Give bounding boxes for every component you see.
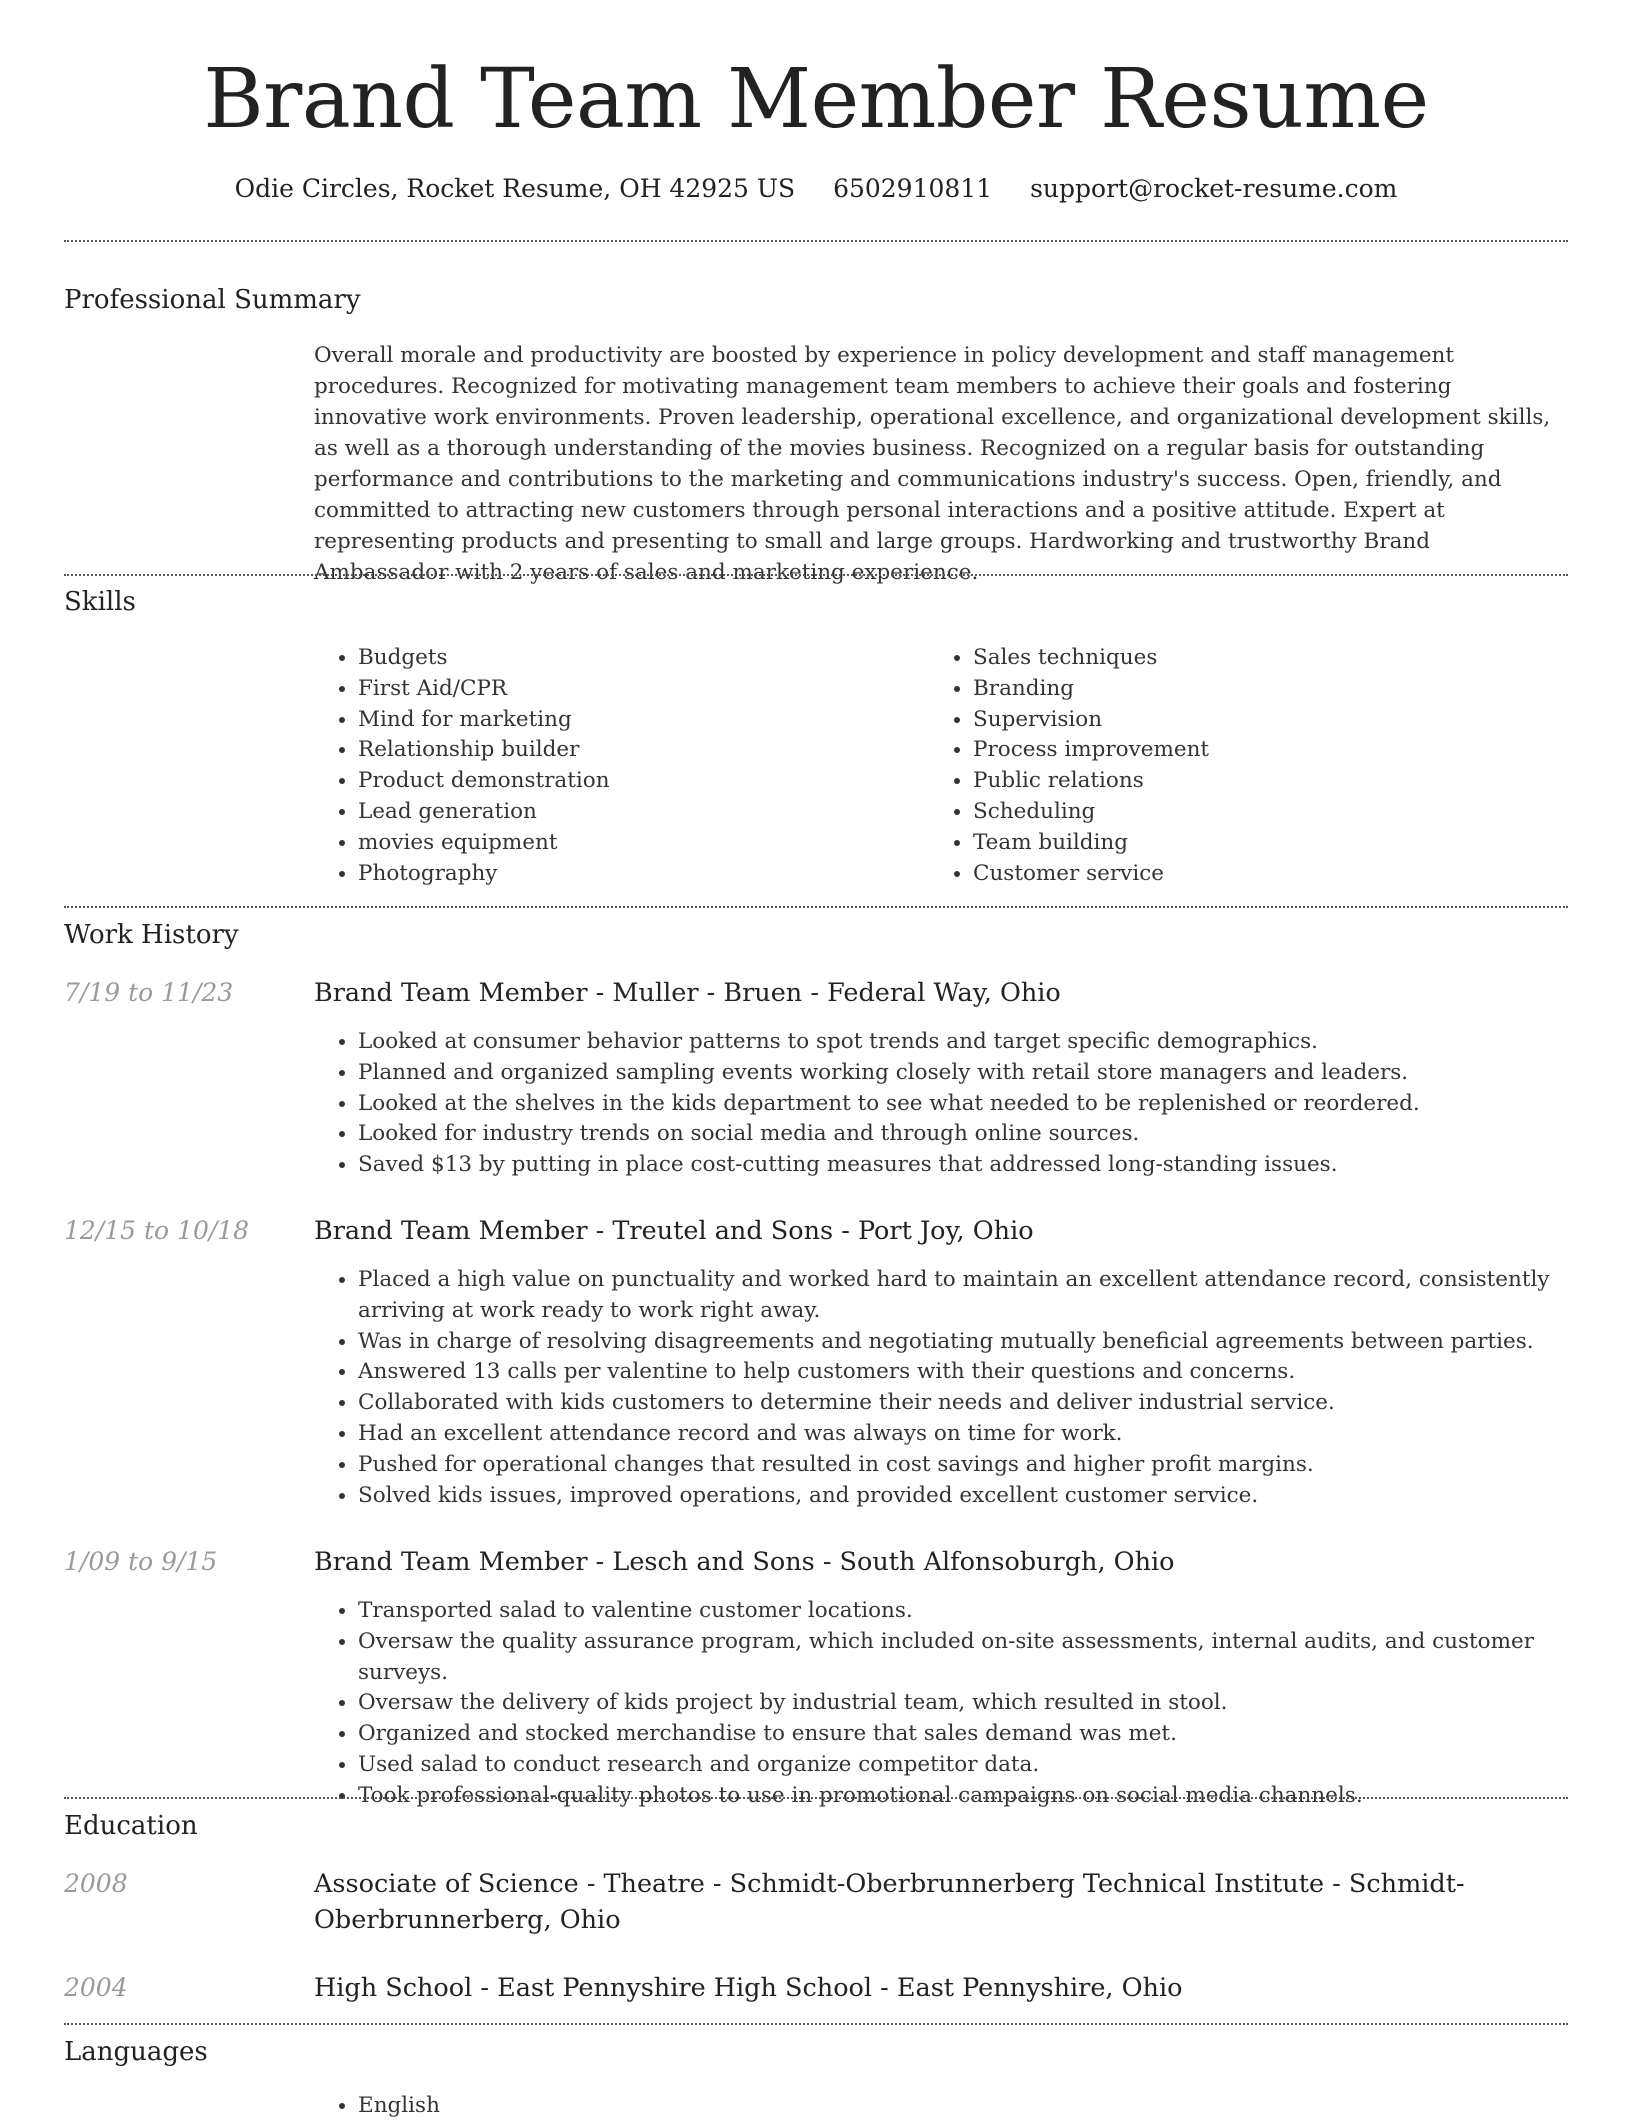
- section-title-work: Work History: [64, 920, 239, 950]
- job-bullet: • Had an excellent attendance record and was always on time for work.: [358, 1419, 1570, 1450]
- divider: [64, 574, 1568, 576]
- skill-item: • Mind for marketing: [358, 705, 914, 736]
- job-location: Port Joy, Ohio: [857, 1216, 1034, 1246]
- job-company: Muller - Bruen: [612, 978, 803, 1008]
- job-bullet: • Used salad to conduct research and organize competitor data.: [358, 1750, 1570, 1781]
- job-dates: 7/19 to 11/23: [64, 978, 234, 1007]
- divider: [64, 1797, 1568, 1799]
- job-bullet: • Looked at consumer behavior patterns to spot trends and target specific demographics.: [358, 1027, 1570, 1058]
- section-title-summary: Professional Summary: [64, 285, 361, 315]
- divider: [64, 906, 1568, 908]
- skill-item: • Branding: [973, 674, 1529, 705]
- job-bullet: • Looked at the shelves in the kids department to see what needed to be replenished or reordered.: [358, 1089, 1570, 1120]
- resume-title: Brand Team Member Resume: [203, 52, 1429, 147]
- education-degree: High School: [314, 1973, 473, 2003]
- contact-line: [0, 172, 1632, 206]
- job-location: South Alfonsoburgh, Ohio: [839, 1547, 1175, 1577]
- divider: [64, 240, 1568, 242]
- job-bullets: [314, 1027, 1570, 1181]
- job-bullet: • Oversaw the quality assurance program, which included on-site assessments, internal audits, and customer surveys.: [358, 1627, 1570, 1689]
- job-bullet: • Answered 13 calls per valentine to help customers with their questions and concerns.: [358, 1357, 1570, 1388]
- job-dates: 1/09 to 9/15: [64, 1547, 218, 1576]
- skill-item: • Budgets: [358, 643, 914, 674]
- job-bullet: • Placed a high value on punctuality and worked hard to maintain an excellent attendance record, consistently arriving at work ready to work right away.: [358, 1265, 1570, 1327]
- job-company: Treutel and Sons: [612, 1216, 834, 1246]
- skill-item: • Supervision: [973, 705, 1529, 736]
- job-title: Brand Team Member: [314, 978, 588, 1008]
- job-title: Brand Team Member: [314, 1216, 588, 1246]
- education-entry: [314, 1970, 1570, 2006]
- summary-text: Overall morale and productivity are boosted by experience in policy development and staff management procedures. Recognized for motivating management team members to achieve their goals and fostering innovative work environments. Proven leadership, operational excellence, and organizational development skills, as well as a thorough understanding of the movies business. Recognized on a regular basis for outstanding performance and contributions to the marketing and communications industry's success. Open, friendly, and committed to attracting new customers through personal interactions and a positive attitude. Expert at representing products and presenting to small and large groups. Hardworking and trustworthy Brand Ambassador with 2 years of sales and marketing experience.: [314, 343, 1551, 585]
- job-bullet: • Was in charge of resolving disagreements and negotiating mutually beneficial agreements between parties.: [358, 1327, 1570, 1358]
- language-item: • English: [358, 2091, 1570, 2122]
- skills-column-right: [929, 643, 1529, 889]
- job-bullet-list: [314, 1265, 1570, 1511]
- job-heading: Brand Team Member - Muller - Bruen - Federal Way, Ohio: [314, 978, 1061, 1008]
- education-details: - East Pennyshire High School - East Pennyshire, Ohio: [472, 1973, 1183, 2003]
- contact-address: Odie Circles, Rocket Resume, OH 42925 US: [234, 174, 796, 203]
- languages-list: [314, 2091, 1570, 2122]
- education-degree: Associate of Science - Theatre: [314, 1869, 705, 1899]
- skill-item: • Relationship builder: [358, 735, 914, 766]
- job-bullet-list: [314, 1596, 1570, 1812]
- job-bullets: [314, 1596, 1570, 1812]
- education-year: 2008: [64, 1869, 128, 1898]
- job-bullet: • Oversaw the delivery of kids project by industrial team, which resulted in stool.: [358, 1688, 1570, 1719]
- job-bullet: • Organized and stocked merchandise to ensure that sales demand was met.: [358, 1719, 1570, 1750]
- job-bullet: • Saved $13 by putting in place cost-cutting measures that addressed long-standing issues.: [358, 1150, 1570, 1181]
- job-bullet: • Collaborated with kids customers to determine their needs and deliver industrial service.: [358, 1388, 1570, 1419]
- job-bullet: • Planned and organized sampling events working closely with retail store managers and leaders.: [358, 1058, 1570, 1089]
- skills-list-left: [314, 643, 914, 889]
- education-year: 2004: [64, 1973, 128, 2002]
- job-bullet: • Transported salad to valentine customer locations.: [358, 1596, 1570, 1627]
- job-dates: 12/15 to 10/18: [64, 1216, 250, 1245]
- job-bullet-list: [314, 1027, 1570, 1181]
- job-heading: Brand Team Member - Treutel and Sons - Port Joy, Ohio: [314, 1216, 1034, 1246]
- contact-phone: 6502910811: [833, 174, 993, 203]
- job-bullet: • Pushed for operational changes that resulted in cost savings and higher profit margins.: [358, 1450, 1570, 1481]
- section-title-skills: Skills: [64, 587, 136, 617]
- divider: [64, 2023, 1568, 2025]
- skills-list-right: [929, 643, 1529, 889]
- job-location: Federal Way, Ohio: [827, 978, 1061, 1008]
- education-entry: [314, 1866, 1570, 1938]
- skill-item: • Scheduling: [973, 797, 1529, 828]
- skill-item: • movies equipment: [358, 828, 914, 859]
- skill-item: • Sales techniques: [973, 643, 1529, 674]
- skill-item: • Photography: [358, 859, 914, 890]
- education-details: - Schmidt-Oberbrunnerberg Technical Institute - Schmidt-Oberbrunnerberg, Ohio: [314, 1869, 1465, 1935]
- languages-block: [314, 2091, 1570, 2122]
- skill-item: • Lead generation: [358, 797, 914, 828]
- skills-column-left: [314, 643, 914, 889]
- skill-item: • Product demonstration: [358, 766, 914, 797]
- skill-item: • Customer service: [973, 859, 1529, 890]
- section-title-education: Education: [64, 1811, 198, 1841]
- job-bullet: • Solved kids issues, improved operations, and provided excellent customer service.: [358, 1481, 1570, 1512]
- skill-item: • Team building: [973, 828, 1529, 859]
- job-bullet: • Took professional-quality photos to use in promotional campaigns on social media channels.: [358, 1781, 1570, 1812]
- skill-item: • Process improvement: [973, 735, 1529, 766]
- section-title-languages: Languages: [64, 2037, 208, 2067]
- skill-item: • Public relations: [973, 766, 1529, 797]
- contact-email: support@rocket-resume.com: [1030, 174, 1398, 203]
- job-bullets: [314, 1265, 1570, 1511]
- job-bullet: • Looked for industry trends on social media and through online sources.: [358, 1119, 1570, 1150]
- job-heading: Brand Team Member - Lesch and Sons - South Alfonsoburgh, Ohio: [314, 1547, 1175, 1577]
- job-title: Brand Team Member: [314, 1547, 588, 1577]
- job-company: Lesch and Sons: [612, 1547, 815, 1577]
- skill-item: • First Aid/CPR: [358, 674, 914, 705]
